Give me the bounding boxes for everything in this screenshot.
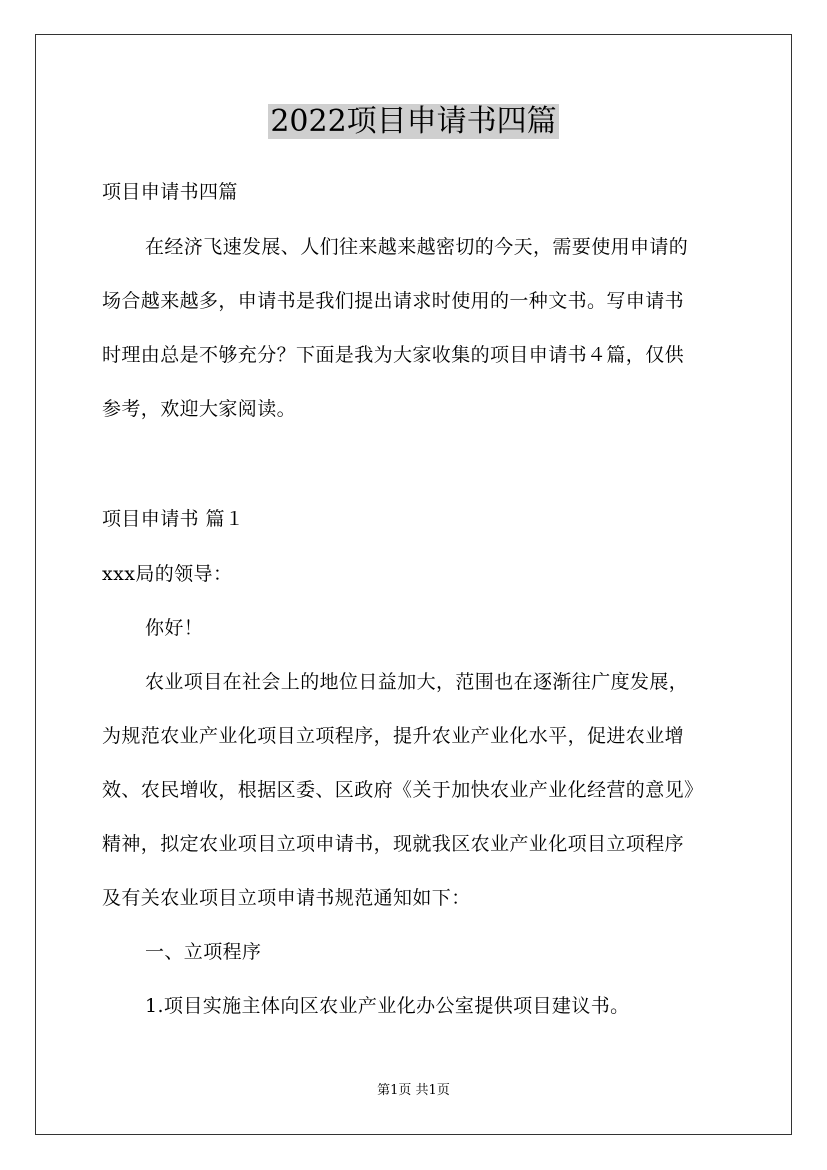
paragraph-line: 效、农民增收，根据区委、区政府《关于加快农业产业化经营的意见》 — [102, 779, 704, 801]
paragraph-line: 及有关农业项目立项申请书规范通知如下： — [102, 887, 471, 909]
subsection-heading: 一、立项程序 — [145, 941, 262, 963]
paragraph-line: 精神，拟定农业项目立项申请书，现就我区农业产业化项目立项程序 — [102, 833, 685, 855]
paragraph-line: 参考，欢迎大家阅读。 — [102, 398, 297, 420]
paragraph-line: 场合越来越多，申请书是我们提出请求时使用的一种文书。写申请书 — [102, 290, 685, 312]
paragraph-line: 为规范农业产业化项目立项程序，提升农业产业化水平，促进农业增 — [102, 725, 685, 747]
paragraph-line: 时理由总是不够充分？下面是我为大家收集的项目申请书４篇，仅供 — [102, 344, 685, 366]
page-footer: 第1页 共1页 — [377, 1083, 450, 1098]
list-item: 1.项目实施主体向区农业产业化办公室提供项目建议书。 — [145, 995, 630, 1017]
section-heading: 项目申请书 篇１ — [102, 508, 245, 530]
paragraph-line: 在经济飞速发展、人们往来越来越密切的今天，需要使用申请的 — [145, 236, 689, 258]
paragraph-line: 农业项目在社会上的地位日益加大，范围也在逐渐往广度发展， — [145, 671, 689, 693]
salutation: xxx局的领导： — [102, 563, 233, 585]
greeting: 你好！ — [145, 617, 204, 639]
document-title — [0, 100, 827, 144]
section-heading: 项目申请书四篇 — [102, 181, 238, 203]
document-title-text: 2022项目申请书四篇 — [270, 104, 557, 139]
